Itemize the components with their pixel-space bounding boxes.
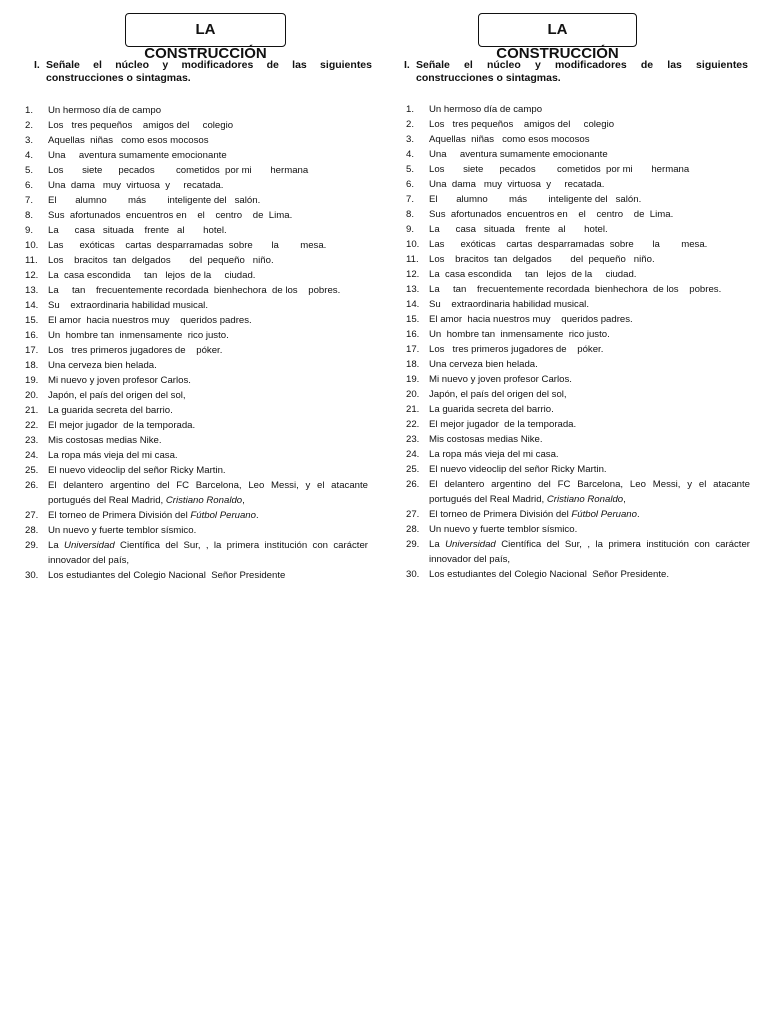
item-text: [429, 207, 758, 222]
item-number: 8.: [406, 209, 415, 220]
list-item: [398, 567, 758, 582]
list-item: [16, 163, 376, 178]
item-text: [429, 192, 758, 207]
list-item: [16, 433, 376, 448]
list-item: [398, 252, 758, 267]
item-number: 23.: [406, 434, 420, 445]
item-number: 26.: [406, 479, 420, 490]
item-number: 15.: [406, 314, 420, 325]
item-text-part: El mejor jugador de la temporada.: [48, 420, 196, 431]
item-text-part: La casa escondida tan lejos de la ciudad.: [48, 270, 256, 281]
item-text-part: Los tres primeros jugadores de póker.: [48, 345, 223, 356]
item-text: [429, 222, 758, 237]
item-text-part: Su extraordinaria habilidad musical.: [48, 300, 208, 311]
item-text: [48, 373, 376, 388]
item-text-part: Un hermoso día de campo: [48, 105, 162, 116]
item-text: [48, 238, 376, 253]
item-number: 13.: [406, 284, 420, 295]
item-text: [48, 178, 376, 193]
item-number: 23.: [25, 435, 39, 446]
item-text-part: Un nuevo y fuerte temblor sísmico.: [429, 524, 578, 535]
list-item: [398, 222, 758, 237]
list-item: [16, 103, 376, 118]
item-number: 5.: [25, 165, 34, 176]
item-number: 29.: [406, 539, 420, 550]
item-text: [429, 417, 758, 432]
item-number: 11.: [406, 254, 419, 265]
list-item: [398, 192, 758, 207]
item-number: 18.: [406, 359, 420, 370]
item-text-part: Japón, el país del origen del sol,: [48, 390, 186, 401]
page-title: LA CONSTRUCCIÓN: [125, 13, 286, 47]
item-number: 4.: [25, 150, 34, 161]
item-number: 10.: [406, 239, 420, 250]
list-item: [16, 268, 376, 283]
item-text-part: La: [48, 540, 65, 551]
list-item: [398, 162, 758, 177]
item-text: [48, 103, 376, 118]
item-number: 12.: [406, 269, 420, 280]
list-item: [398, 342, 758, 357]
item-text-part: El mejor jugador de la temporada.: [429, 419, 577, 430]
item-text-part: Los bracitos tan delgados del pequeño niño.: [48, 255, 274, 266]
item-number: 16.: [406, 329, 420, 340]
item-text-part: Su extraordinaria habilidad musical.: [429, 299, 589, 310]
list-item: [398, 402, 758, 417]
item-text: [429, 252, 758, 267]
item-number: 10.: [25, 240, 39, 251]
list-item: [16, 448, 376, 463]
list-item: [16, 328, 376, 343]
list-item: [16, 148, 376, 163]
exercise-list: [398, 102, 758, 582]
item-text: [48, 538, 376, 568]
item-number: 7.: [406, 194, 415, 205]
instruction-text: Señale el núcleo y modificadores de las siguientes construcciones o sintagmas.: [416, 59, 748, 84]
item-number: 17.: [406, 344, 420, 355]
item-number: 12.: [25, 270, 39, 281]
list-item: [16, 418, 376, 433]
item-text-part: Los tres pequeños amigos del colegio: [48, 120, 234, 131]
item-text-part: La guarida secreta del barrio.: [48, 405, 173, 416]
item-text-part: La casa escondida tan lejos de la ciudad.: [429, 269, 637, 280]
list-item: [16, 208, 376, 223]
item-number: 9.: [25, 225, 34, 236]
item-text-part: La ropa más vieja del mi casa.: [48, 450, 178, 461]
item-text-part: El alumno más inteligente del salón.: [429, 194, 642, 205]
item-text: [48, 283, 376, 298]
list-item: [16, 133, 376, 148]
item-number: 27.: [406, 509, 420, 520]
item-number: 22.: [406, 419, 420, 430]
item-number: 11.: [25, 255, 38, 266]
item-text-part: Una aventura sumamente emocionante: [429, 149, 608, 160]
list-item: [16, 223, 376, 238]
list-item: [398, 132, 758, 147]
item-text: [429, 132, 758, 147]
item-text: [48, 313, 376, 328]
item-text: [429, 567, 758, 582]
item-number: 24.: [406, 449, 420, 460]
right-column: [398, 0, 758, 582]
item-number: 30.: [25, 570, 39, 581]
list-item: [398, 357, 758, 372]
item-number: 4.: [406, 149, 415, 160]
list-item: [16, 178, 376, 193]
item-number: 3.: [406, 134, 415, 145]
item-text-part: Sus afortunados encuentros en el centro de Lima.: [48, 210, 293, 221]
item-text: [429, 402, 758, 417]
list-item: [398, 507, 758, 522]
item-number: 16.: [25, 330, 39, 341]
item-text-part: Un hermoso día de campo: [429, 104, 543, 115]
item-text-part: Mi nuevo y joven profesor Carlos.: [429, 374, 572, 385]
item-text: [48, 508, 376, 523]
item-text-part: Las exóticas cartas desparramadas sobre la mesa.: [48, 240, 327, 251]
item-text: [48, 568, 376, 583]
item-text-part: Aquellas niñas como esos mocosos: [48, 135, 209, 146]
list-item: [398, 462, 758, 477]
item-number: 29.: [25, 540, 39, 551]
item-text-part: El amor hacia nuestros muy queridos padres.: [429, 314, 633, 325]
item-text: [48, 118, 376, 133]
item-text-part: Sus afortunados encuentros en el centro de Lima.: [429, 209, 674, 220]
list-item: [16, 253, 376, 268]
item-text-part: Científica del Sur, , la primera institución con carácter innovador del país,: [429, 539, 753, 565]
list-item: [398, 432, 758, 447]
item-text: [48, 463, 376, 478]
item-text-part: Los siete pecados cometidos por mi hermana: [48, 165, 309, 176]
item-number: 22.: [25, 420, 39, 431]
item-text-part: Una cerveza bien helada.: [48, 360, 157, 371]
item-text: [48, 388, 376, 403]
item-text: [429, 282, 758, 297]
item-number: 3.: [25, 135, 34, 146]
item-number: 19.: [25, 375, 39, 386]
list-item: [398, 207, 758, 222]
item-text-part: La tan frecuentemente recordada bienhechora de los pobres.: [48, 285, 341, 296]
item-text-part: Científica del Sur, , la primera institución con carácter innovador del país,: [48, 540, 371, 566]
item-text: [48, 148, 376, 163]
page-title: LA CONSTRUCCIÓN: [478, 13, 637, 47]
item-text: [48, 298, 376, 313]
item-text: [429, 117, 758, 132]
item-text-part: Mis costosas medias Nike.: [48, 435, 162, 446]
item-text: [48, 133, 376, 148]
item-text: [429, 102, 758, 117]
item-text: [48, 433, 376, 448]
item-number: 30.: [406, 569, 420, 580]
list-item: [398, 447, 758, 462]
item-text: [48, 163, 376, 178]
item-text-part: Los estudiantes del Colegio Nacional Señor Presidente: [48, 570, 286, 581]
item-text: [429, 357, 758, 372]
item-text: [48, 208, 376, 223]
instruction: [398, 59, 758, 85]
item-number: 26.: [25, 480, 39, 491]
item-text-part: Los estudiantes del Colegio Nacional Señor Presidente.: [429, 569, 669, 580]
item-text-part: La casa situada frente al hotel.: [48, 225, 227, 236]
list-item: [16, 193, 376, 208]
item-text-part: Una cerveza bien helada.: [429, 359, 538, 370]
item-text-part: El torneo de Primera División del: [48, 510, 191, 521]
item-number: 17.: [25, 345, 39, 356]
item-text-part: El alumno más inteligente del salón.: [48, 195, 261, 206]
list-item: [398, 117, 758, 132]
item-text: [48, 418, 376, 433]
item-text: [429, 372, 758, 387]
item-text-italic: Cristiano Ronaldo: [546, 494, 624, 505]
item-text-part: Un hombre tan inmensamente rico justo.: [48, 330, 229, 341]
list-item: [16, 313, 376, 328]
item-text-part: Japón, el país del origen del sol,: [429, 389, 567, 400]
item-text: [48, 358, 376, 373]
item-text: [429, 177, 758, 192]
item-text-part: Mi nuevo y joven profesor Carlos.: [48, 375, 191, 386]
item-text-part: La casa situada frente al hotel.: [429, 224, 608, 235]
item-text: [429, 297, 758, 312]
list-item: [398, 312, 758, 327]
item-text: [48, 478, 376, 508]
instruction-number: I.: [404, 59, 410, 71]
list-item: [16, 478, 376, 508]
item-text: [429, 342, 758, 357]
item-text-italic: Fútbol Peruano: [571, 509, 637, 520]
item-number: 1.: [25, 105, 34, 116]
item-text-part: La: [429, 539, 446, 550]
instruction: [16, 59, 376, 85]
item-text-part: Los tres pequeños amigos del colegio: [429, 119, 615, 130]
item-text-italic: Universidad: [445, 539, 496, 550]
item-text: [48, 328, 376, 343]
item-text-part: ,: [623, 494, 626, 505]
item-text-part: Un hombre tan inmensamente rico justo.: [429, 329, 610, 340]
item-text-part: El delantero argentino del FC Barcelona, Leo Messi, y el atacante portugués del Real Madrid,: [48, 480, 371, 506]
list-item: [398, 417, 758, 432]
item-text: [429, 237, 758, 252]
item-text: [48, 448, 376, 463]
item-number: 15.: [25, 315, 39, 326]
item-text-part: Una aventura sumamente emocionante: [48, 150, 227, 161]
item-text: [429, 537, 758, 567]
instruction-number: I.: [34, 59, 40, 71]
item-text: [48, 523, 376, 538]
item-text-part: El amor hacia nuestros muy queridos padres.: [48, 315, 252, 326]
list-item: [398, 147, 758, 162]
item-text: [429, 147, 758, 162]
list-item: [398, 537, 758, 567]
item-number: 9.: [406, 224, 415, 235]
item-number: 8.: [25, 210, 34, 221]
item-text: [429, 447, 758, 462]
item-text-part: Aquellas niñas como esos mocosos: [429, 134, 590, 145]
item-text-part: El nuevo videoclip del señor Ricky Martin.: [429, 464, 607, 475]
item-text: [429, 327, 758, 342]
list-item: [398, 297, 758, 312]
item-text-part: Una dama muy virtuosa y recatada.: [48, 180, 224, 191]
instruction-text: Señale el núcleo y modificadores de las siguientes construcciones o sintagmas.: [46, 59, 372, 84]
item-number: 6.: [406, 179, 415, 190]
item-text-part: El nuevo videoclip del señor Ricky Martin.: [48, 465, 226, 476]
item-number: 14.: [25, 300, 39, 311]
list-item: [16, 388, 376, 403]
item-number: 1.: [406, 104, 415, 115]
item-number: 6.: [25, 180, 34, 191]
item-text-part: Los bracitos tan delgados del pequeño niño.: [429, 254, 655, 265]
item-number: 5.: [406, 164, 415, 175]
item-number: 13.: [25, 285, 39, 296]
item-text: [429, 507, 758, 522]
item-number: 25.: [25, 465, 39, 476]
list-item: [398, 477, 758, 507]
list-item: [16, 463, 376, 478]
list-item: [398, 372, 758, 387]
item-text-part: ,: [242, 495, 245, 506]
list-item: [16, 358, 376, 373]
item-text: [429, 477, 758, 507]
item-text: [429, 462, 758, 477]
list-item: [16, 523, 376, 538]
list-item: [16, 283, 376, 298]
item-number: 7.: [25, 195, 34, 206]
item-number: 2.: [25, 120, 34, 131]
exercise-list: [16, 103, 376, 583]
list-item: [398, 282, 758, 297]
list-item: [398, 237, 758, 252]
item-text-part: Un nuevo y fuerte temblor sísmico.: [48, 525, 197, 536]
item-text: [429, 522, 758, 537]
item-text-part: El torneo de Primera División del: [429, 509, 572, 520]
item-text: [48, 223, 376, 238]
list-item: [16, 538, 376, 568]
list-item: [16, 568, 376, 583]
item-number: 14.: [406, 299, 420, 310]
item-number: 20.: [25, 390, 39, 401]
item-text-part: Los siete pecados cometidos por mi hermana: [429, 164, 690, 175]
item-number: 27.: [25, 510, 39, 521]
item-text-part: Mis costosas medias Nike.: [429, 434, 543, 445]
list-item: [398, 102, 758, 117]
item-text-part: Una dama muy virtuosa y recatada.: [429, 179, 605, 190]
item-text: [48, 268, 376, 283]
item-text: [429, 267, 758, 282]
list-item: [16, 508, 376, 523]
item-text-italic: Fútbol Peruano: [190, 510, 256, 521]
item-text: [48, 193, 376, 208]
item-text-part: La tan frecuentemente recordada bienhechora de los pobres.: [429, 284, 722, 295]
item-text-part: La guarida secreta del barrio.: [429, 404, 554, 415]
item-text-part: Las exóticas cartas desparramadas sobre la mesa.: [429, 239, 708, 250]
item-number: 28.: [406, 524, 420, 535]
item-text: [48, 343, 376, 358]
item-text-part: Los tres primeros jugadores de póker.: [429, 344, 604, 355]
list-item: [398, 177, 758, 192]
item-number: 2.: [406, 119, 415, 130]
item-text-part: .: [636, 509, 640, 520]
item-text-part: El delantero argentino del FC Barcelona, Leo Messi, y el atacante portugués del Real Madrid,: [429, 479, 753, 505]
list-item: [16, 298, 376, 313]
item-text-italic: Universidad: [64, 540, 115, 551]
list-item: [398, 387, 758, 402]
item-text: [429, 162, 758, 177]
item-number: 18.: [25, 360, 39, 371]
list-item: [16, 373, 376, 388]
item-text: [48, 253, 376, 268]
item-text-part: .: [255, 510, 259, 521]
item-text-italic: Cristiano Ronaldo: [165, 495, 243, 506]
item-text: [48, 403, 376, 418]
item-text-part: La ropa más vieja del mi casa.: [429, 449, 559, 460]
item-number: 21.: [406, 404, 420, 415]
item-number: 28.: [25, 525, 39, 536]
item-text: [429, 312, 758, 327]
item-text: [429, 432, 758, 447]
item-number: 19.: [406, 374, 420, 385]
list-item: [16, 403, 376, 418]
item-number: 24.: [25, 450, 39, 461]
list-item: [398, 522, 758, 537]
list-item: [16, 238, 376, 253]
item-number: 20.: [406, 389, 420, 400]
list-item: [16, 118, 376, 133]
list-item: [398, 327, 758, 342]
item-number: 25.: [406, 464, 420, 475]
item-text: [429, 387, 758, 402]
list-item: [398, 267, 758, 282]
list-item: [16, 343, 376, 358]
item-number: 21.: [25, 405, 39, 416]
left-column: [16, 0, 376, 583]
